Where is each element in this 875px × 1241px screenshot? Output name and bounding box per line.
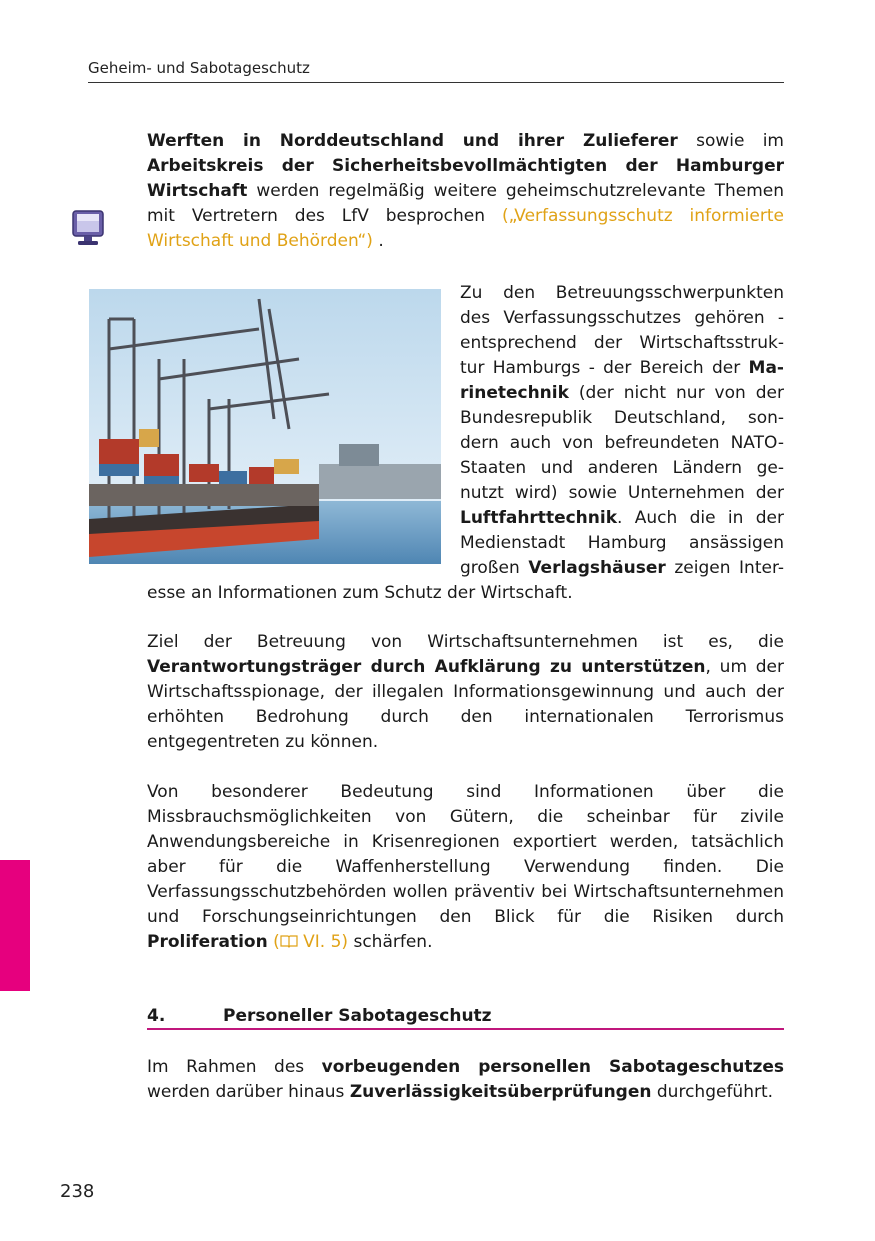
goal-paragraph: [147, 630, 784, 755]
text-line: [460, 556, 784, 581]
cross-reference-link[interactable]: („Verfassungsschutz informierte Wirtschaft und Behörden“): [147, 206, 784, 251]
text-run: Ziel der Betreuung von Wirtschaftsunternehmen ist es, die: [147, 632, 784, 652]
bold-phrase: Verlagshäuser: [528, 558, 666, 578]
section-rule: [147, 1028, 784, 1030]
harbor-cranes-photo: [89, 289, 441, 564]
text-line: Bundesrepublik Deutschland, son-: [460, 408, 784, 428]
page-number: 238: [60, 1181, 95, 1202]
text-line: [460, 356, 784, 381]
bold-phrase: Werften in Norddeutschland und ihrer Zulieferer: [147, 131, 678, 151]
text-run: sowie im: [677, 131, 784, 151]
text-run: Im Rahmen des: [147, 1057, 322, 1077]
chapter-tab-marker: [0, 860, 30, 991]
text-line: nutzt wird) sowie Unternehmen der: [460, 483, 784, 503]
text-run: tur Hamburgs - der Bereich der: [460, 358, 749, 378]
text-line: Staaten und anderen Ländern ge-: [460, 458, 784, 478]
text-run: durchgeführt.: [651, 1082, 774, 1102]
section-number: 4.: [147, 1006, 166, 1026]
text-line: Zu den Betreuungsschwerpunkten: [460, 283, 784, 303]
text-line: dern auch von befreundeten NATO-: [460, 433, 784, 453]
text-line: Medienstadt Hamburg ansässigen: [460, 533, 784, 553]
text-run: werden regelmäßig weitere geheimschutzrelevante Themen mit Vertretern des LfV besprochen: [147, 181, 784, 226]
text-run: (der nicht nur von der: [568, 383, 784, 403]
bold-phrase: Arbeitskreis der Sicherheitsbevollmächtigten der Hamburger Wirtschaft: [147, 156, 784, 201]
closing-paragraph: [147, 1055, 784, 1105]
ref-paren: (: [273, 932, 280, 952]
text-line: [460, 381, 784, 406]
bold-phrase: rinetechnik: [460, 383, 569, 403]
cross-reference-link[interactable]: [273, 932, 348, 952]
section-title: Personeller Sabotageschutz: [223, 1006, 492, 1026]
bold-phrase: Proliferation: [147, 932, 268, 952]
text-line: des Verfassungsschutzes gehören -: [460, 308, 784, 328]
book-icon: [280, 934, 298, 948]
bold-phrase: Ma-: [748, 358, 784, 378]
intro-paragraph: [147, 129, 784, 254]
text-run: Von besonderer Bedeutung sind Informationen über die Missbrauchsmöglichkeiten von Gütern, die scheinbar für zivile Anwendungsbereiche in Krisenregionen exportiert werden, tatsächlich aber für die Waffenherstellung Verwendung finden. Die Verfassungsschutzbehörden wollen präventiv bei Wirtschaftsunternehmen und Forschungseinrichtungen den Blick für die Risiken durch: [147, 782, 784, 927]
text-run: .: [372, 231, 384, 251]
focus-paragraph: [460, 281, 784, 581]
text-run: . Auch die in der: [617, 508, 784, 528]
bold-phrase: vorbeugenden personellen Sabotageschutzes: [321, 1057, 784, 1077]
text-line: [460, 506, 784, 531]
bold-phrase: Luftfahrttechnik: [460, 508, 618, 528]
ref-text: VI. 5): [297, 932, 349, 952]
bold-phrase: Zuverlässigkeitsüberprüfungen: [349, 1082, 652, 1102]
text-line: entsprechend der Wirtschaftsstruk-: [460, 333, 784, 353]
text-run: schärfen.: [348, 932, 433, 952]
text-run: großen: [460, 558, 529, 578]
running-header: Geheim- und Sabotageschutz: [88, 59, 310, 77]
text-run: , um der Wirtschaftsspionage, der illegalen Informationsgewinnung und auch der erhöhten Bedrohung durch den internationalen Terrorismus entgegentreten zu können.: [147, 657, 784, 752]
bold-phrase: Verantwortungsträger durch Aufklärung zu unterstützen: [147, 657, 706, 677]
header-rule: [88, 82, 784, 83]
text-run: werden darüber hinaus: [147, 1082, 350, 1102]
computer-monitor-icon: [71, 209, 105, 247]
proliferation-paragraph: [147, 780, 784, 955]
text-run: zeigen Inter-: [665, 558, 784, 578]
focus-continuation: esse an Informationen zum Schutz der Wirtschaft.: [147, 583, 573, 603]
